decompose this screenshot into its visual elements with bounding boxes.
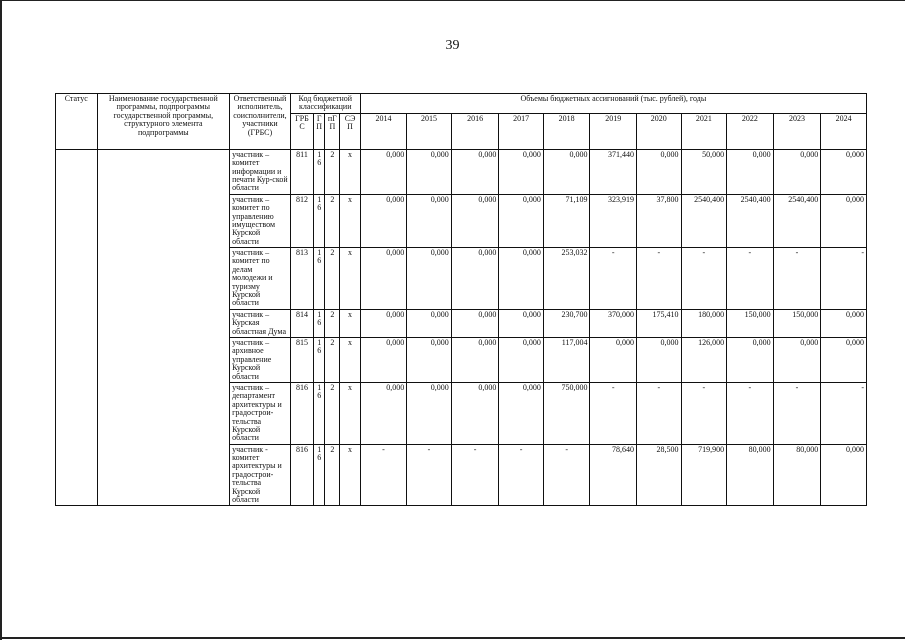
header-year: 2018 [543,113,590,149]
value-cell: 0,000 [407,149,452,194]
header-budget-code: Код бюджетной классификации [290,94,360,114]
value-cell: 150,000 [773,309,821,337]
grbs-cell: 816 [290,382,313,444]
program-name-cell [97,149,230,506]
table-row [56,149,867,194]
value-cell: 28,500 [637,444,682,506]
value-cell: - [590,382,637,444]
scan-edge-left [0,0,2,640]
grbs-cell: 816 [290,444,313,506]
header-code-grbs: ГРБС [290,113,313,149]
value-cell: 0,000 [637,337,682,382]
value-cell: 0,000 [773,337,821,382]
header-year: 2019 [590,113,637,149]
value-cell: 180,000 [681,309,727,337]
pgp-cell: 2 [325,382,340,444]
executor-cell: участник - комитет архитектуры и градострои-тельства Курской области [230,444,291,506]
grbs-cell: 815 [290,337,313,382]
value-cell: 0,000 [451,248,499,310]
value-cell: 719,900 [681,444,727,506]
value-cell: 0,000 [360,149,407,194]
header-year: 2016 [451,113,499,149]
scan-edge-top [0,0,905,1]
grbs-cell: 814 [290,309,313,337]
sep-cell: х [340,149,360,194]
header-year: 2015 [407,113,452,149]
value-cell: 0,000 [407,194,452,247]
gp-cell: 16 [314,337,325,382]
value-cell: 0,000 [499,337,544,382]
value-cell: 323,919 [590,194,637,247]
value-cell: - [590,248,637,310]
value-cell: 0,000 [727,149,774,194]
executor-cell: участник – комитет по управлению имуществом Курской области [230,194,291,247]
value-cell: 0,000 [451,149,499,194]
gp-cell: 16 [314,194,325,247]
sep-cell: х [340,194,360,247]
header-year: 2014 [360,113,407,149]
sep-cell: х [340,248,360,310]
sep-cell: х [340,382,360,444]
value-cell: 2540,400 [727,194,774,247]
gp-cell: 16 [314,382,325,444]
value-cell: 0,000 [360,248,407,310]
pgp-cell: 2 [325,309,340,337]
value-cell: - [727,382,774,444]
header-program-name: Наименование государственной программы, подпрограммы государственной программы, структурного элемента подпрограммы [97,94,230,150]
value-cell: 0,000 [451,309,499,337]
value-cell: 0,000 [499,309,544,337]
value-cell: - [821,248,867,310]
value-cell: - [681,248,727,310]
value-cell: 37,800 [637,194,682,247]
value-cell: 0,000 [821,444,867,506]
value-cell: 0,000 [360,337,407,382]
header-year: 2017 [499,113,544,149]
value-cell: 175,410 [637,309,682,337]
value-cell: 150,000 [727,309,774,337]
value-cell: 0,000 [499,382,544,444]
grbs-cell: 813 [290,248,313,310]
executor-cell: участник – архивное управление Курской области [230,337,291,382]
pgp-cell: 2 [325,444,340,506]
value-cell: 0,000 [360,309,407,337]
header-budget-volumes: Объемы бюджетных ассигнований (тыс. рублей), годы [360,94,866,114]
header-code-sep: СЭП [340,113,360,149]
status-cell [56,149,98,506]
value-cell: 0,000 [407,309,452,337]
gp-cell: 16 [314,248,325,310]
header-code-gp: ГП [314,113,325,149]
pgp-cell: 2 [325,337,340,382]
header-year: 2020 [637,113,682,149]
value-cell: - [773,382,821,444]
value-cell: 2540,400 [681,194,727,247]
value-cell: 2540,400 [773,194,821,247]
executor-cell: участник – Курская областная Дума [230,309,291,337]
value-cell: 0,000 [360,194,407,247]
gp-cell: 16 [314,444,325,506]
value-cell: 126,000 [681,337,727,382]
value-cell: 0,000 [407,337,452,382]
value-cell: - [727,248,774,310]
grbs-cell: 812 [290,194,313,247]
value-cell: 0,000 [590,337,637,382]
value-cell: - [637,248,682,310]
value-cell: - [821,382,867,444]
header-year: 2023 [773,113,821,149]
value-cell: 0,000 [821,194,867,247]
header-status: Статус [56,94,98,150]
value-cell: - [499,444,544,506]
pgp-cell: 2 [325,248,340,310]
value-cell: - [637,382,682,444]
value-cell: 0,000 [499,248,544,310]
value-cell: 230,700 [543,309,590,337]
value-cell: 371,440 [590,149,637,194]
value-cell: 71,109 [543,194,590,247]
value-cell: - [681,382,727,444]
value-cell: 0,000 [543,149,590,194]
header-year: 2024 [821,113,867,149]
executor-cell: участник – комитет информации и печати Кур-ской области [230,149,291,194]
sep-cell: х [340,444,360,506]
value-cell: 0,000 [637,149,682,194]
value-cell: 0,000 [360,382,407,444]
value-cell: 0,000 [821,149,867,194]
header-year: 2022 [727,113,774,149]
value-cell: - [360,444,407,506]
sep-cell: х [340,337,360,382]
pgp-cell: 2 [325,149,340,194]
value-cell: 80,000 [773,444,821,506]
sep-cell: х [340,309,360,337]
budget-allocation-table [55,93,867,506]
value-cell: 0,000 [727,337,774,382]
gp-cell: 16 [314,309,325,337]
value-cell: 0,000 [407,382,452,444]
executor-cell: участник – комитет по делам молодежи и туризму Курской области [230,248,291,310]
value-cell: - [407,444,452,506]
header-year: 2021 [681,113,727,149]
value-cell: - [543,444,590,506]
gp-cell: 16 [314,149,325,194]
value-cell: 253,032 [543,248,590,310]
value-cell: 0,000 [499,149,544,194]
value-cell: 750,000 [543,382,590,444]
page-number: 39 [445,38,460,53]
executor-cell: участник – департамент архитектуры и градострои-тельства Курской области [230,382,291,444]
header-code-pgp: пГП [325,113,340,149]
scan-edge-bottom [0,637,905,639]
value-cell: 0,000 [451,194,499,247]
value-cell: 80,000 [727,444,774,506]
value-cell: - [773,248,821,310]
value-cell: 0,000 [407,248,452,310]
value-cell: 0,000 [499,194,544,247]
value-cell: 78,640 [590,444,637,506]
header-executor: Ответственный исполнитель, соисполнители, участники (ГРБС) [230,94,291,150]
value-cell: 0,000 [821,309,867,337]
value-cell: 0,000 [451,337,499,382]
pgp-cell: 2 [325,194,340,247]
value-cell: 0,000 [451,382,499,444]
value-cell: - [451,444,499,506]
value-cell: 50,000 [681,149,727,194]
value-cell: 0,000 [821,337,867,382]
value-cell: 370,000 [590,309,637,337]
value-cell: 117,004 [543,337,590,382]
grbs-cell: 811 [290,149,313,194]
value-cell: 0,000 [773,149,821,194]
